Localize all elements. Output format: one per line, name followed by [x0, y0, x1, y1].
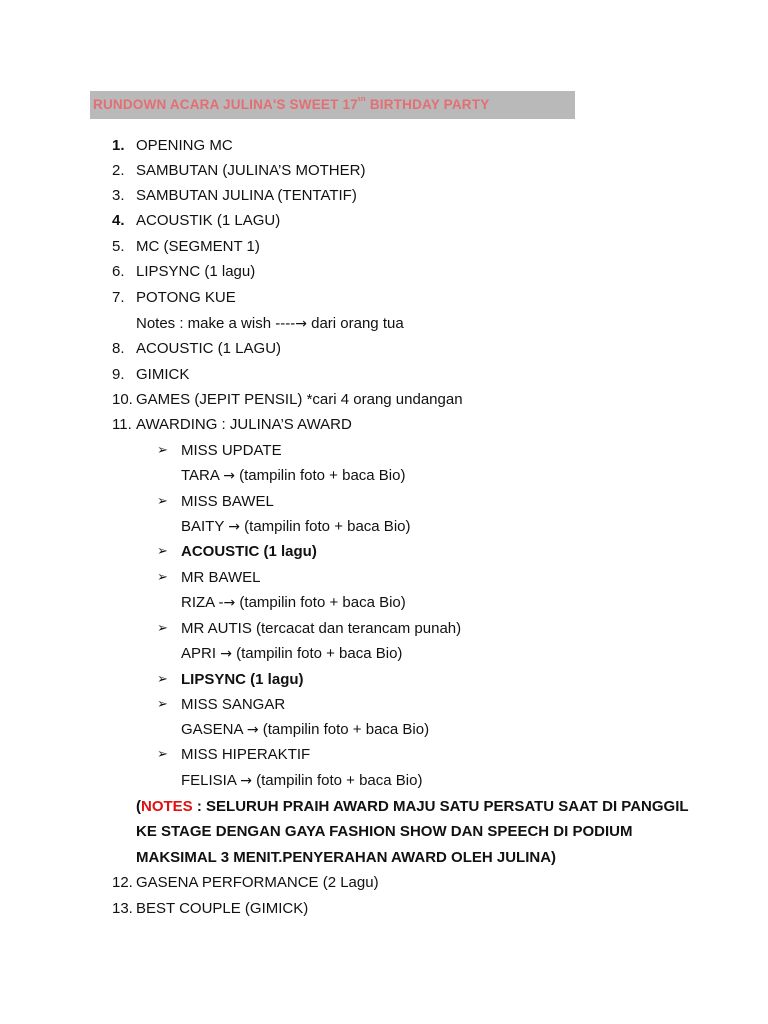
item-text: GASENA PERFORMANCE (2 Lagu) [136, 874, 379, 891]
item-text: OPENING MC [136, 137, 233, 154]
document-title: RUNDOWN ACARA JULINA'S SWEET 17th BIRTHDAY PARTY [93, 97, 490, 112]
arrow-bullet-icon: ➢ [157, 443, 168, 458]
arrow-right-icon: → [223, 595, 236, 611]
item-text: SAMBUTAN JULINA (TENTATIF) [136, 187, 357, 204]
award-label: LIPSYNC (1 lagu) [181, 671, 304, 688]
award-label: MISS UPDATE [181, 442, 282, 459]
award-label: MISS HIPERAKTIF [181, 746, 311, 763]
arrow-right-icon: → [295, 316, 307, 332]
arrow-bullet-icon: ➢ [157, 747, 168, 762]
item-text: LIPSYNC (1 lagu) [136, 263, 256, 280]
item-text: BEST COUPLE (GIMICK) [136, 900, 309, 917]
item-text: MC (SEGMENT 1) [136, 238, 260, 255]
arrow-bullet-icon: ➢ [157, 570, 168, 585]
award-label: MISS BAWEL [181, 493, 274, 510]
award-label: MR AUTIS (tercacat dan terancam punah) [181, 620, 462, 637]
arrow-right-icon: → [246, 722, 259, 738]
arrow-right-icon: → [223, 468, 235, 484]
item-number: 13. [112, 900, 133, 917]
item-text: AWARDING : JULINA’S AWARD [136, 416, 352, 433]
award-label: ACOUSTIC (1 lagu) [181, 543, 317, 560]
arrow-right-icon: → [220, 646, 232, 662]
item-number: 7. [112, 289, 125, 306]
item-text: ACOUSTIC (1 LAGU) [136, 340, 282, 357]
arrow-bullet-icon: ➢ [157, 697, 168, 712]
arrow-bullet-icon: ➢ [157, 544, 168, 559]
item-number: 8. [112, 340, 125, 357]
award-label: MISS SANGAR [181, 696, 286, 713]
item-number: 4. [112, 212, 125, 229]
item-number: 3. [112, 187, 125, 204]
item-number: 9. [112, 366, 125, 383]
item-text: SAMBUTAN (JULINA’S MOTHER) [136, 162, 366, 179]
item-number: 11. [112, 416, 132, 433]
arrow-bullet-icon: ➢ [157, 621, 168, 636]
item-number: 12. [112, 874, 133, 891]
item-number: 1. [112, 137, 125, 154]
item-text: POTONG KUE [136, 289, 236, 306]
item-number: 2. [112, 162, 125, 179]
arrow-right-icon: → [228, 519, 240, 535]
item-number: 10. [112, 391, 133, 408]
arrow-bullet-icon: ➢ [157, 672, 168, 687]
item-text: ACOUSTIK (1 LAGU) [136, 212, 281, 229]
notes-label: NOTES [141, 798, 193, 815]
item-text: GAMES (JEPIT PENSIL) *cari 4 orang undangan [136, 391, 463, 408]
arrow-bullet-icon: ➢ [157, 494, 168, 509]
arrow-right-icon: → [240, 773, 252, 789]
item-number: 5. [112, 238, 125, 255]
award-label: MR BAWEL [181, 569, 261, 586]
item-number: 6. [112, 263, 125, 280]
item-text: GIMICK [136, 366, 190, 383]
